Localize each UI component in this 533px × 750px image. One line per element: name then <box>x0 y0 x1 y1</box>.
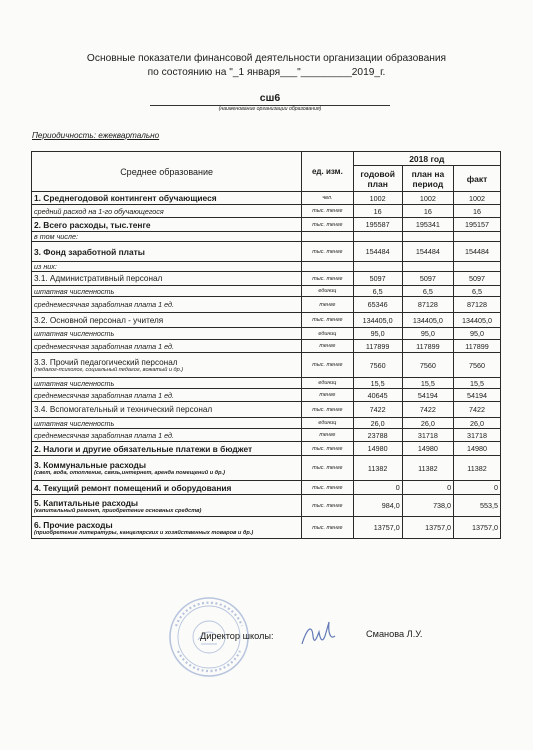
cell-plan-year: 13757,0 <box>353 517 402 539</box>
cell-plan-period: 7422 <box>402 402 453 418</box>
cell-fact: 7560 <box>454 353 501 378</box>
cell-plan-period: 14980 <box>402 442 453 456</box>
row-unit: тыс. тенге <box>302 242 353 262</box>
cell-plan-year <box>353 262 402 272</box>
table-row <box>32 456 501 481</box>
cell-plan-year: 195587 <box>353 218 402 232</box>
cell-plan-period: 11382 <box>402 456 453 481</box>
table-row <box>32 192 501 205</box>
row-unit: тыс. тенге <box>302 442 353 456</box>
row-unit: единиц <box>302 418 353 429</box>
table-row <box>32 313 501 328</box>
cell-fact: 31718 <box>454 429 501 442</box>
cell-fact: 134405,0 <box>454 313 501 328</box>
row-name <box>32 313 302 328</box>
table-row <box>32 495 501 517</box>
row-label: 3.1. Административный персонал <box>34 274 163 283</box>
cell-plan-period: 195341 <box>402 218 453 232</box>
row-unit: тыс. тенге <box>302 517 353 539</box>
row-label: среднемесячная заработная плата 1 ед. <box>34 341 174 351</box>
row-label: 3.2. Основной персонал - учителя <box>34 315 164 325</box>
cell-plan-period: 95,0 <box>402 328 453 340</box>
director-name: Сманова Л.У. <box>366 629 423 639</box>
cell-plan-year: 7422 <box>353 402 402 418</box>
document-title <box>40 52 493 80</box>
row-unit: тенге <box>302 340 353 353</box>
table-row <box>32 205 501 218</box>
cell-fact: 16 <box>454 205 501 218</box>
row-label: 3.3. Прочий педагогический персонал <box>34 357 178 367</box>
row-name <box>32 378 302 389</box>
cell-fact: 154484 <box>454 242 501 262</box>
row-name <box>32 272 302 286</box>
cell-fact: 87128 <box>454 297 501 313</box>
header-name: Среднее образование <box>32 152 302 192</box>
cell-plan-period: 5097 <box>402 272 453 286</box>
table-row <box>32 218 501 232</box>
row-label: 2. Всего расходы, тыс.тенге <box>34 219 151 230</box>
cell-plan-year: 117899 <box>353 340 402 353</box>
table-row <box>32 442 501 456</box>
title-line-2: по состоянию на "_1 января___"_________2019_г. <box>147 67 386 78</box>
cell-plan-year: 23788 <box>353 429 402 442</box>
row-unit: тыс. тенге <box>302 218 353 232</box>
row-name <box>32 402 302 418</box>
row-unit: тенге <box>302 429 353 442</box>
cell-plan-period: 16 <box>402 205 453 218</box>
row-unit: тыс. тенге <box>302 481 353 495</box>
cell-fact: 6,5 <box>454 286 501 297</box>
cell-plan-period: 0 <box>402 481 453 495</box>
row-unit: тыс. тенге <box>302 353 353 378</box>
table-row <box>32 402 501 418</box>
row-label: средний расход на 1-го обучающегося <box>34 206 164 216</box>
row-label: 4. Текущий ремонт помещений и оборудования <box>34 482 232 493</box>
cell-fact: 14980 <box>454 442 501 456</box>
row-label: 1. Среднегодовой контингент обучающиеся <box>34 193 217 203</box>
row-name <box>32 340 302 353</box>
cell-plan-period: 13757,0 <box>402 517 453 539</box>
cell-plan-year: 95,0 <box>353 328 402 340</box>
table-row <box>32 389 501 402</box>
table-row <box>32 262 501 272</box>
cell-fact: 26,0 <box>454 418 501 429</box>
cell-plan-year: 15,5 <box>353 378 402 389</box>
cell-plan-year: 0 <box>353 481 402 495</box>
row-label: 3. Коммунальные расходы <box>34 460 146 470</box>
cell-plan-period: 738,0 <box>402 495 453 517</box>
cell-fact: 1002 <box>454 192 501 205</box>
row-unit: тенге <box>302 297 353 313</box>
header-plan-period: план на период <box>402 166 453 192</box>
row-unit: единиц <box>302 378 353 389</box>
cell-plan-year: 6,5 <box>353 286 402 297</box>
table-row <box>32 481 501 495</box>
row-label: в том числе: <box>34 232 78 241</box>
row-sublabel: (капитальный ремонт, приобретение основных средств) <box>34 507 202 514</box>
row-name <box>32 389 302 402</box>
row-label: 5. Капитальные расходы <box>34 497 139 508</box>
cell-plan-period: 117899 <box>402 340 453 353</box>
row-unit: тыс. тенге <box>302 272 353 286</box>
row-unit <box>302 232 353 242</box>
cell-fact: 54194 <box>454 389 501 402</box>
header-unit: ед. изм. <box>302 152 353 192</box>
org-caption: (наименование организации образования) <box>218 106 322 112</box>
row-label: среднемесячная заработная плата 1 ед. <box>34 300 174 309</box>
cell-plan-year: 65346 <box>353 297 402 313</box>
cell-plan-year: 984,0 <box>353 495 402 517</box>
table-row <box>32 340 501 353</box>
cell-fact: 0 <box>454 481 501 495</box>
row-name <box>32 456 302 481</box>
table-row <box>32 418 501 429</box>
row-name <box>32 353 302 378</box>
cell-plan-period: 54194 <box>402 389 453 402</box>
cell-plan-period: 87128 <box>402 297 453 313</box>
row-name <box>32 328 302 340</box>
row-name <box>32 242 302 262</box>
cell-plan-period: 1002 <box>402 192 453 205</box>
cell-plan-year: 40645 <box>353 389 402 402</box>
row-name <box>32 218 302 232</box>
row-name <box>32 481 302 495</box>
row-name <box>32 297 302 313</box>
row-name <box>32 517 302 539</box>
row-unit: единиц <box>302 286 353 297</box>
table-row <box>32 353 501 378</box>
cell-plan-period <box>402 262 453 272</box>
table-row <box>32 429 501 442</box>
periodicity: Периодичность: ежеквартально <box>32 131 160 140</box>
table-body <box>32 192 501 539</box>
row-unit: тыс. тенге <box>302 456 353 481</box>
cell-plan-year: 5097 <box>353 272 402 286</box>
cell-plan-year: 14980 <box>353 442 402 456</box>
row-name <box>32 205 302 218</box>
row-name <box>32 418 302 429</box>
row-label: 3. Фонд заработной платы <box>34 246 145 257</box>
row-label: среднемесячная заработная плата 1 ед. <box>34 390 174 400</box>
cell-plan-period: 6,5 <box>402 286 453 297</box>
header-year: 2018 год <box>353 152 500 166</box>
row-label: 6. Прочие расходы <box>34 519 113 530</box>
table-row <box>32 242 501 262</box>
row-name <box>32 232 302 242</box>
cell-plan-period: 134405,0 <box>402 313 453 328</box>
row-label: штатная численность <box>34 378 115 388</box>
cell-fact: 13757,0 <box>454 517 501 539</box>
row-label: штатная численность <box>34 286 115 296</box>
cell-plan-year: 154484 <box>353 242 402 262</box>
cell-plan-period: 26,0 <box>402 418 453 429</box>
header-fact: факт <box>454 166 501 192</box>
org-name: сш6 <box>150 92 390 106</box>
row-name <box>32 192 302 205</box>
cell-plan-year: 1002 <box>353 192 402 205</box>
row-name <box>32 495 302 517</box>
table-row <box>32 517 501 539</box>
cell-plan-year: 7560 <box>353 353 402 378</box>
table-row <box>32 286 501 297</box>
row-label: 2. Налоги и другие обязательные платежи в бюджет <box>34 443 253 454</box>
row-name <box>32 429 302 442</box>
row-label: 3.4. Вспомогательный и технический персонал <box>34 405 213 414</box>
row-label: штатная численность <box>34 329 115 338</box>
cell-plan-period <box>402 232 453 242</box>
cell-plan-year: 134405,0 <box>353 313 402 328</box>
row-unit: единиц <box>302 328 353 340</box>
cell-fact: 195157 <box>454 218 501 232</box>
cell-fact <box>454 232 501 242</box>
header-plan-year: годовой план <box>353 166 402 192</box>
row-unit: чел. <box>302 192 353 205</box>
row-unit: тыс. тенге <box>302 495 353 517</box>
cell-plan-period: 15,5 <box>402 378 453 389</box>
cell-fact <box>454 262 501 272</box>
row-unit: тенге <box>302 389 353 402</box>
row-sublabel: (педагог-психолог, социальный педагог, вожатый и др.) <box>34 366 184 373</box>
cell-plan-year <box>353 232 402 242</box>
cell-fact: 11382 <box>454 456 501 481</box>
cell-plan-period: 154484 <box>402 242 453 262</box>
row-sublabel: (свет, вода, отопление, связь,интернет, аренда помещений и др.) <box>34 470 225 476</box>
table-row <box>32 378 501 389</box>
cell-plan-year: 26,0 <box>353 418 402 429</box>
signature-icon <box>298 614 338 654</box>
cell-plan-year: 11382 <box>353 456 402 481</box>
row-name <box>32 442 302 456</box>
row-unit: тыс. тенге <box>302 313 353 328</box>
row-name <box>32 286 302 297</box>
cell-fact: 7422 <box>454 402 501 418</box>
table-row <box>32 272 501 286</box>
row-unit: тыс. тенге <box>302 402 353 418</box>
table-row <box>32 297 501 313</box>
table-row <box>32 232 501 242</box>
cell-fact: 15,5 <box>454 378 501 389</box>
director-label: Директор школы: <box>200 631 274 641</box>
row-label: среднемесячная заработная плата 1 ед. <box>34 430 174 440</box>
cell-plan-year: 16 <box>353 205 402 218</box>
cell-plan-period: 7560 <box>402 353 453 378</box>
cell-plan-period: 31718 <box>402 429 453 442</box>
cell-fact: 117899 <box>454 340 501 353</box>
table-row <box>32 328 501 340</box>
row-name <box>32 262 302 272</box>
financial-table <box>31 151 501 539</box>
row-label: штатная численность <box>34 418 115 428</box>
row-unit <box>302 262 353 272</box>
cell-fact: 553,5 <box>454 495 501 517</box>
cell-fact: 95,0 <box>454 328 501 340</box>
row-unit: тыс. тенге <box>302 205 353 218</box>
row-sublabel: (приобретение литературы, канцелярских и хозяйственных товаров и др.) <box>34 529 254 536</box>
row-label: из них: <box>34 262 57 271</box>
title-line-1: Основные показатели финансовой деятельности организации образования <box>86 53 447 64</box>
cell-fact: 5097 <box>454 272 501 286</box>
